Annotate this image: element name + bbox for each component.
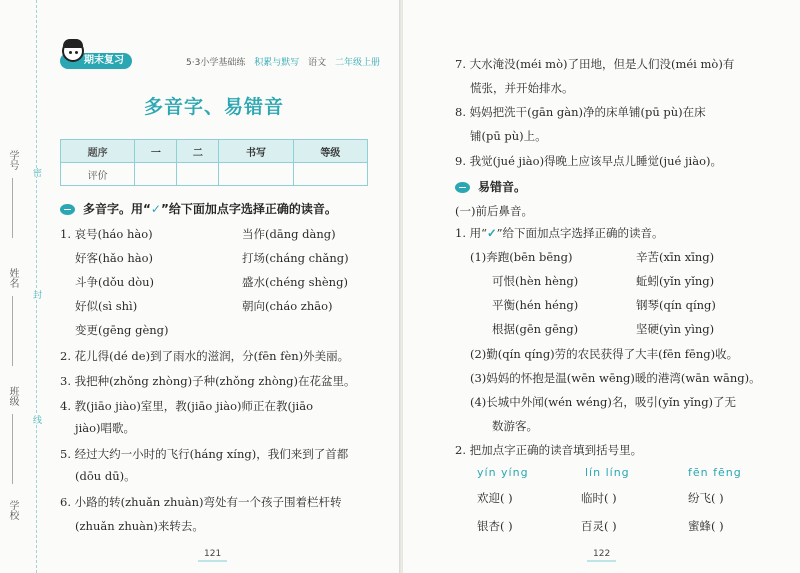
- question-item: (2)勤(qín qíng)劳的农民获得了大丰(fēn fēng)收。: [470, 347, 739, 361]
- score-header-cell: 二: [177, 140, 219, 163]
- score-cell[interactable]: [135, 163, 177, 186]
- question-item: (dōu dū)。: [75, 469, 136, 483]
- question-item: (3)妈妈的怀抱是温(wēn wēng)暖的港湾(wān wāng)。: [470, 371, 761, 385]
- question-item: 辛苦(xīn xīng): [636, 250, 715, 264]
- sub-heading: (一)前后鼻音。: [455, 204, 533, 218]
- question-item: (4)长城中外闻(wén wéng)名，吸引(yǐn yǐng)了无: [470, 395, 737, 409]
- fill-item[interactable]: 欢迎( ): [477, 491, 513, 505]
- question-prompt: 1. 用“✓”给下面加点字选择正确的读音。: [455, 226, 664, 240]
- section-2-heading: 易错音。: [455, 178, 526, 195]
- question-item: 钢琴(qín qíng): [636, 298, 716, 312]
- question-item: (zhuǎn zhuàn)来转去。: [75, 519, 204, 533]
- question-item: 8. 妈妈把洗干(gān gàn)净的床单铺(pū pù)在床: [455, 105, 706, 119]
- question-item: 好似(sì shì): [75, 299, 138, 313]
- class-blank: [12, 414, 13, 484]
- score-row-label: 评价: [61, 163, 135, 186]
- page-title: 多音字、易错音: [143, 96, 284, 118]
- score-cell[interactable]: [219, 163, 293, 186]
- page-number: 122: [593, 549, 611, 559]
- question-item: 7. 大水淹没(méi mò)了田地，但是人们没(méi mò)有: [455, 57, 735, 71]
- series-header: [186, 55, 386, 68]
- question-item: 好客(hǎo hào): [75, 251, 154, 265]
- review-badge: 期末复习: [60, 53, 132, 69]
- seal-mark-xian: 线: [31, 415, 41, 424]
- question-item: 斗争(dǒu dòu): [75, 275, 155, 289]
- score-header-cell: 题序: [61, 140, 135, 163]
- score-cell[interactable]: [293, 163, 367, 186]
- question-item: (1)奔跑(bēn bēng): [470, 250, 573, 264]
- score-header-cell: 等级: [293, 140, 367, 163]
- check-mark-icon: ✓: [150, 202, 161, 216]
- series-grade: 二年级上册: [334, 58, 380, 68]
- score-cell[interactable]: [177, 163, 219, 186]
- class-label: 班级: [7, 386, 18, 406]
- section-2-icon: [455, 182, 470, 193]
- question-item: 蚯蚓(yǐn yǐng): [636, 274, 715, 288]
- question-item: 9. 我觉(jué jiào)得晚上应该早点儿睡觉(jué jiào)。: [455, 154, 722, 168]
- question-item: 铺(pū pù)上。: [470, 129, 547, 143]
- question-item: 5. 经过大约一小时的飞行(háng xíng)，我们来到了首都: [60, 447, 349, 461]
- question-item: 平衡(hén héng): [492, 298, 579, 312]
- pinyin-option: yín yíng: [477, 466, 529, 479]
- question-item: 根据(gēn gēng): [492, 322, 579, 336]
- question-item: 盛水(chéng shèng): [242, 275, 348, 289]
- score-header-cell: 一: [135, 140, 177, 163]
- question-item: 3. 我把种(zhǒng zhòng)子种(zhǒng zhòng)在花盆里。: [60, 374, 356, 388]
- seal-dashed-line: [36, 0, 37, 573]
- series-book: 积累与默写: [254, 58, 300, 68]
- question-item: 朝向(cháo zhāo): [242, 299, 333, 313]
- question-item: 变更(gēng gèng): [75, 323, 169, 337]
- check-mark-icon: ✓: [487, 226, 497, 240]
- seal-mark-feng: 封: [31, 290, 41, 299]
- name-label: 姓名: [7, 268, 18, 288]
- fill-item[interactable]: 百灵( ): [581, 519, 617, 533]
- series-subject: 语文: [308, 58, 327, 68]
- student-number-blank: [12, 178, 13, 238]
- question-item: 可恨(hèn hèng): [492, 274, 579, 288]
- question-item: 6. 小路的转(zhuǎn zhuàn)弯处有一个孩子围着栏杆转: [60, 495, 342, 509]
- series-name: 5·3小学基础练: [186, 58, 246, 68]
- fill-item[interactable]: 纷飞( ): [688, 491, 724, 505]
- pinyin-option: fēn fēng: [688, 466, 742, 479]
- score-header-cell: 书写: [219, 140, 293, 163]
- question-item: 4. 教(jiāo jiào)室里，教(jiāo jiào)师正在教(jiāo: [60, 399, 313, 413]
- mascot-icon: [62, 40, 84, 62]
- fill-item[interactable]: 临时( ): [581, 491, 617, 505]
- seal-mark-mi: 密: [31, 168, 41, 177]
- question-item: 2. 花儿得(dé de)到了雨水的滋润，分(fēn fèn)外美丽。: [60, 349, 350, 363]
- student-number-label: 学号: [7, 150, 18, 170]
- fill-item[interactable]: 蜜蜂( ): [688, 519, 724, 533]
- right-page: [403, 0, 800, 573]
- name-blank: [12, 296, 13, 366]
- section-1-icon: [60, 204, 75, 215]
- pinyin-option: lín líng: [585, 466, 630, 479]
- score-table: [60, 139, 368, 186]
- question-item: 当作(dāng dàng): [242, 227, 336, 241]
- page-number: 121: [204, 549, 222, 559]
- fill-item[interactable]: 银杏( ): [477, 519, 513, 533]
- school-label: 学校: [7, 500, 18, 520]
- question-item: 数游客。: [492, 419, 538, 433]
- question-item: 2. 把加点字正确的读音填到括号里。: [455, 443, 643, 457]
- question-item: 慌张，并开始排水。: [470, 81, 574, 95]
- question-item: jiào)唱歌。: [75, 421, 136, 435]
- section-1-heading: 多音字。用“✓”给下面加点字选择正确的读音。: [60, 200, 337, 217]
- question-item: 打场(cháng chǎng): [242, 251, 349, 265]
- question-item: 坚硬(yìn yìng): [636, 322, 715, 336]
- question-item: 1. 哀号(háo hào): [60, 227, 153, 241]
